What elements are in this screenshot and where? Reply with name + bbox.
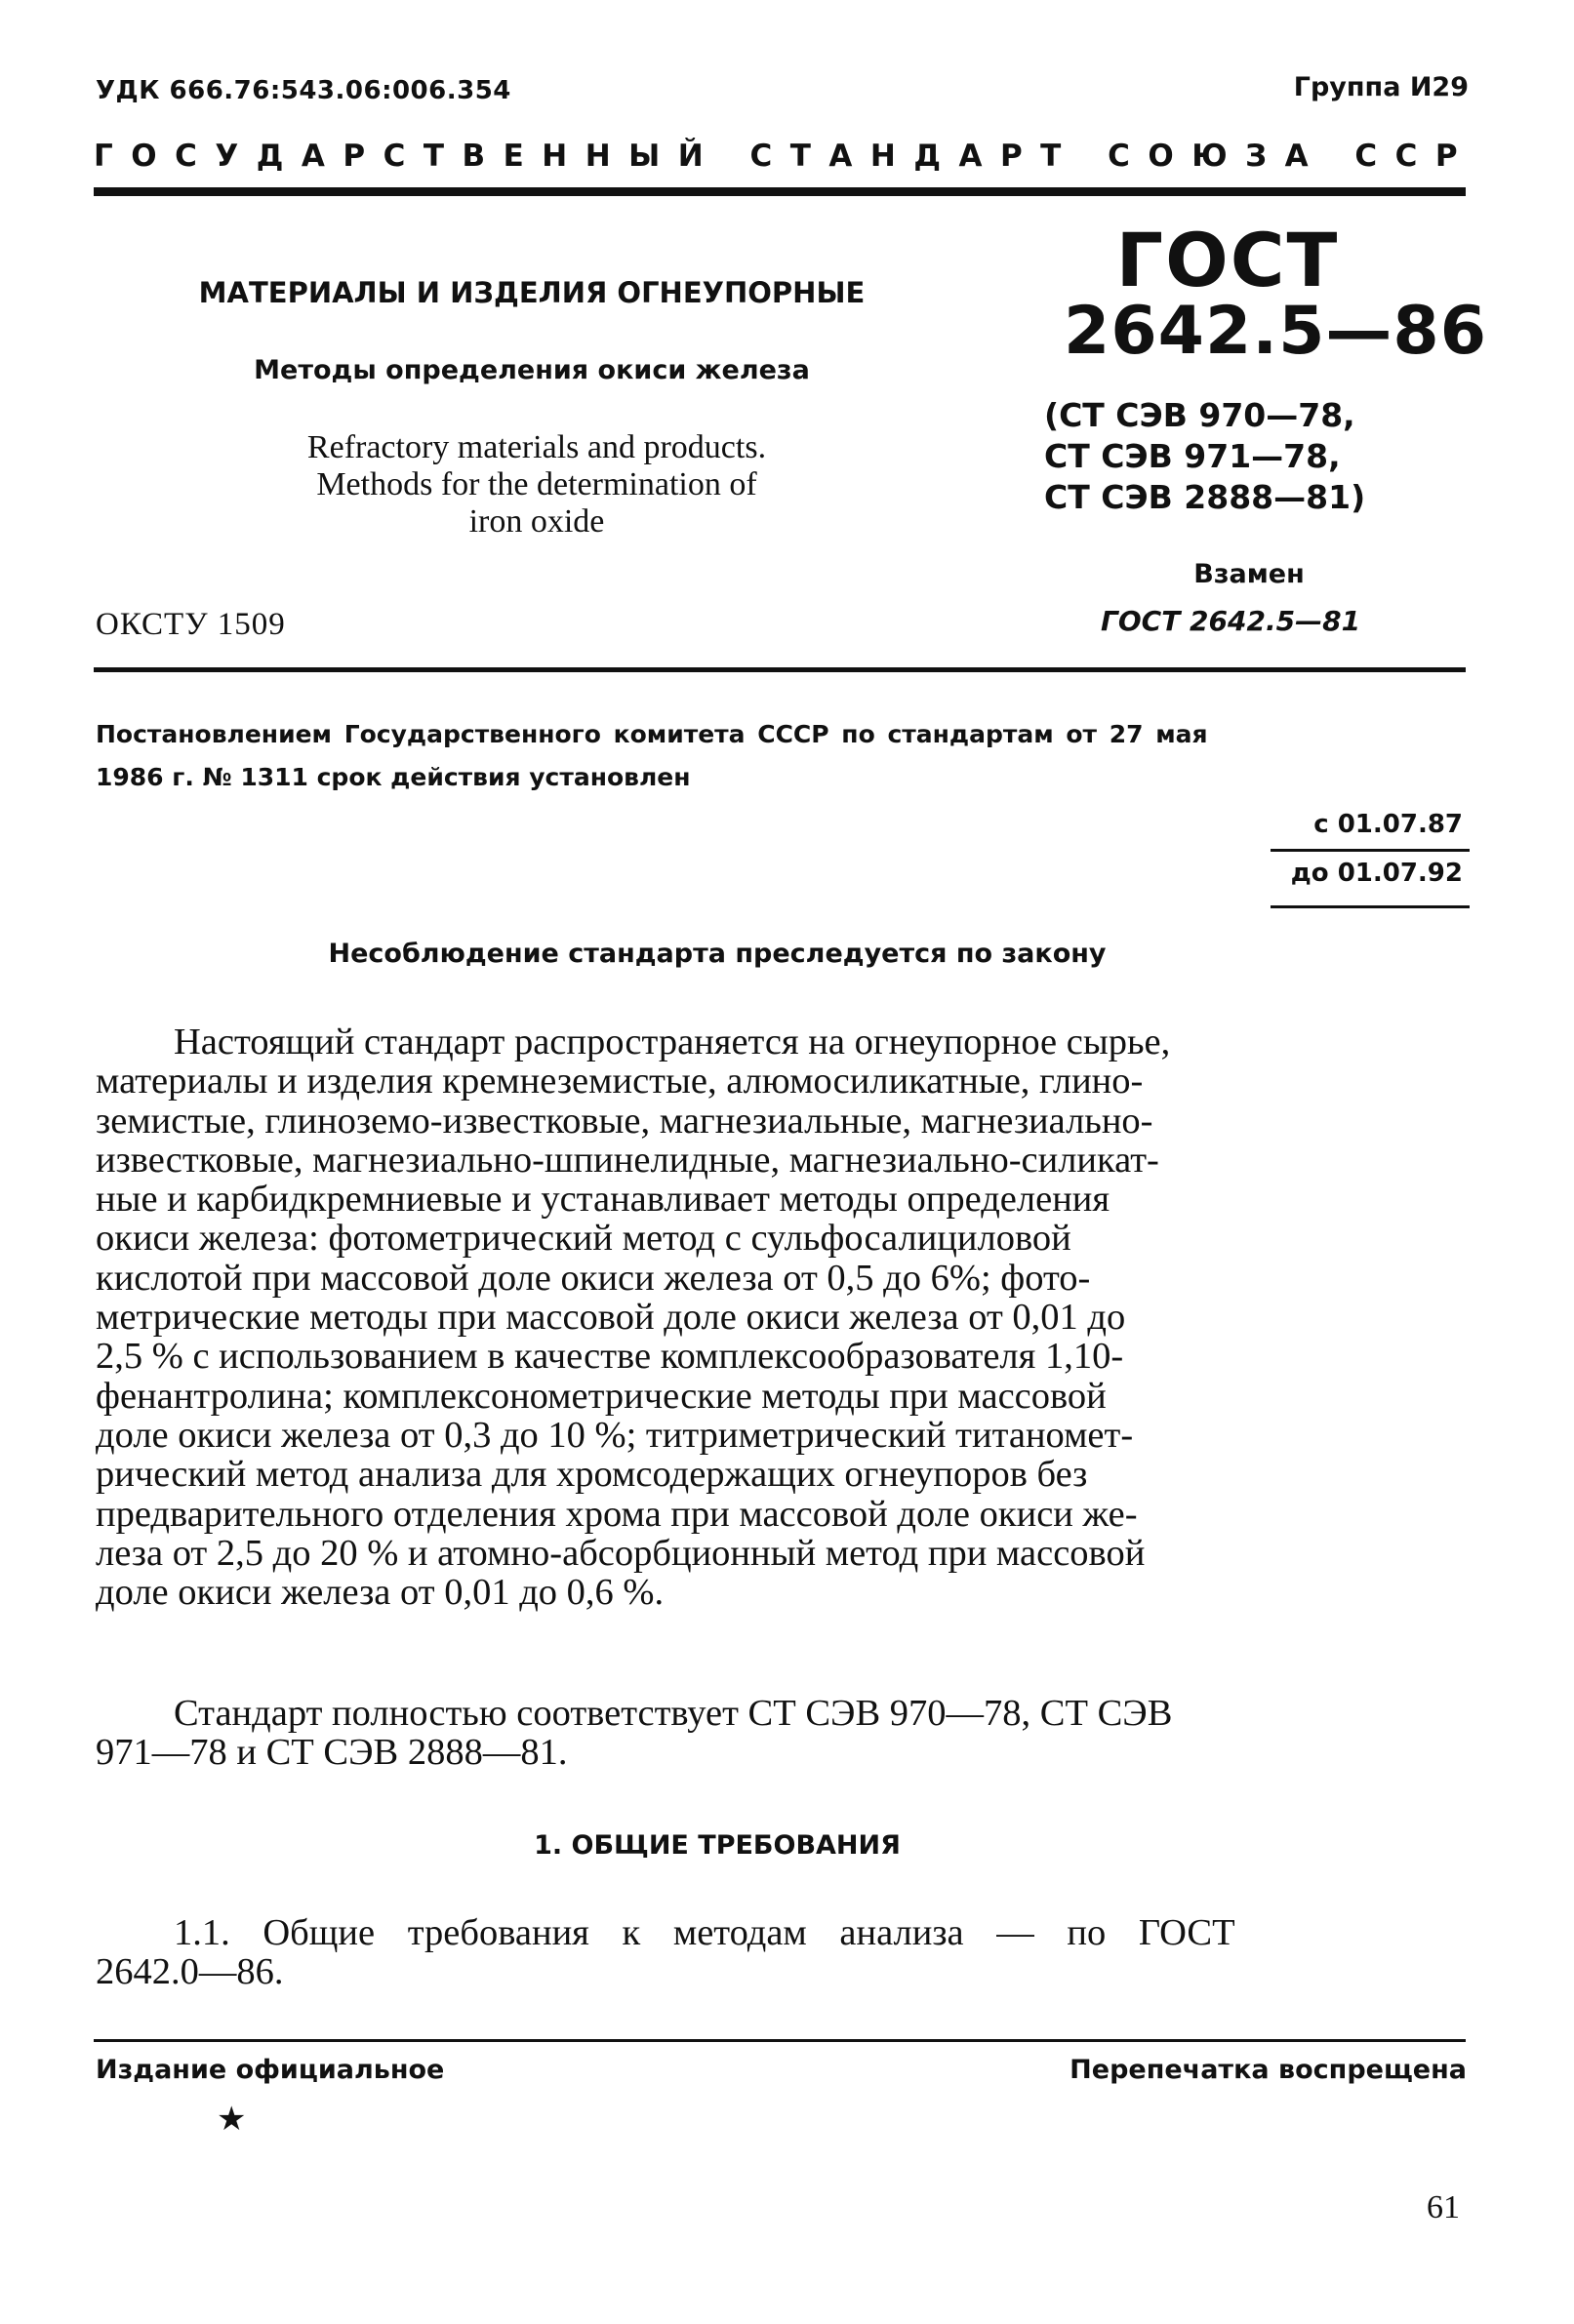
cmea-reference: СТ СЭВ 971—78,	[1044, 437, 1341, 475]
intro-line: предварительного отделения хрома при массовой доле окиси же-	[96, 1493, 1138, 1535]
replaces-label: Взамен	[1193, 559, 1305, 589]
title-en-line: Refractory materials and products.	[306, 429, 767, 465]
cmea-reference: (СТ СЭВ 970—78,	[1044, 396, 1355, 434]
intro-line: рический метод анализа для хромсодержащих огнеупоров без	[96, 1454, 1088, 1496]
intro-line: земистые, глиноземо-известковые, магнезиальные, магнезиально-	[96, 1100, 1153, 1142]
page-number: 61	[1427, 2189, 1460, 2225]
intro-line: Настоящий стандарт распространяется на огнеупорное сырье,	[174, 1022, 1171, 1062]
valid-to-underline	[1271, 905, 1470, 908]
clause-1-1	[96, 1913, 1470, 1992]
replaces-value: ГОСТ 2642.5—81	[1101, 605, 1361, 637]
title-en-line: Methods for the determination of	[316, 466, 757, 502]
clause-line: 2642.0—86.	[96, 1951, 284, 1993]
title-block-rule	[94, 667, 1466, 672]
decree-text-line1: Постановлением Государственного комитета СССР по стандартам от 27 мая	[96, 720, 1208, 748]
cmea-references	[1044, 395, 1365, 518]
intro-line: фенантролина; комплексонометрические методы при массовой	[96, 1375, 1107, 1417]
compliance-line: Стандарт полностью соответствует СТ СЭВ 970—78, СТ СЭВ	[174, 1693, 1173, 1734]
intro-line: известковые, магнезиально-шпинелидные, магнезиально-силикат-	[96, 1139, 1159, 1181]
intro-line: 2,5 % с использованием в качестве комплексообразователя 1,10-	[96, 1336, 1124, 1378]
udc-code: УДК 666.76:543.06:006.354	[96, 76, 511, 105]
section-1-heading: 1. ОБЩИЕ ТРЕБОВАНИЯ	[534, 1830, 901, 1861]
intro-line: ные и карбидкремниевые и устанавливает методы определения	[96, 1179, 1110, 1221]
reprint-prohibited: Перепечатка воспрещена	[1070, 2055, 1467, 2085]
valid-dates-divider	[1271, 849, 1470, 852]
intro-line: доле окиси железа от 0,01 до 0,6 %.	[96, 1572, 665, 1614]
group-code: Группа И29	[1293, 72, 1469, 102]
title-en-line: iron oxide	[468, 503, 605, 540]
title-ru: МАТЕРИАЛЫ И ИЗДЕЛИЯ ОГНЕУПОРНЫЕ	[198, 276, 866, 309]
state-standard-banner: ГОСУДАРСТВЕННЫЙ СТАНДАРТ СОЮЗА ССР	[94, 139, 1476, 174]
intro-line: окиси железа: фотометрический метод с сульфосалициловой	[96, 1218, 1071, 1260]
intro-line: метрические методы при массовой доле окиси железа от 0,01 до	[96, 1297, 1126, 1339]
valid-to-date: до 01.07.92	[1290, 859, 1463, 888]
compliance-paragraph	[96, 1694, 1470, 1773]
legal-warning: Несоблюдение стандарта преследуется по закону	[328, 939, 1107, 969]
decree-text-line2: 1986 г. № 1311 срок действия установлен	[96, 763, 691, 791]
intro-paragraph	[96, 1022, 1470, 1612]
cmea-reference: СТ СЭВ 2888—81)	[1044, 478, 1366, 516]
header-rule	[94, 187, 1466, 196]
subtitle-ru: Методы определения окиси железа	[254, 355, 810, 385]
okstu-code: ОКСТУ 1509	[96, 607, 286, 642]
star-icon: ★	[217, 2100, 247, 2139]
intro-line: доле окиси железа от 0,3 до 10 %; титриметрический титаномет-	[96, 1414, 1134, 1456]
intro-line: леза от 2,5 до 20 % и атомно-абсорбционный метод при массовой	[96, 1532, 1146, 1574]
compliance-line: 971—78 и СТ СЭВ 2888—81.	[96, 1732, 568, 1774]
footer-rule	[94, 2039, 1466, 2042]
intro-line: материалы и изделия кремнеземистые, алюмосиликатные, глино-	[96, 1061, 1144, 1102]
valid-from-date: с 01.07.87	[1313, 810, 1463, 839]
official-edition: Издание официальное	[96, 2055, 445, 2085]
gost-number: 2642.5—86	[1064, 293, 1488, 370]
clause-line: 1.1. Общие требования к методам анализа — по ГОСТ	[174, 1912, 1235, 1953]
intro-line: кислотой при массовой доле окиси железа от 0,5 до 6%; фото-	[96, 1257, 1091, 1299]
gost-label: ГОСТ	[1115, 217, 1340, 303]
title-en	[195, 429, 878, 541]
